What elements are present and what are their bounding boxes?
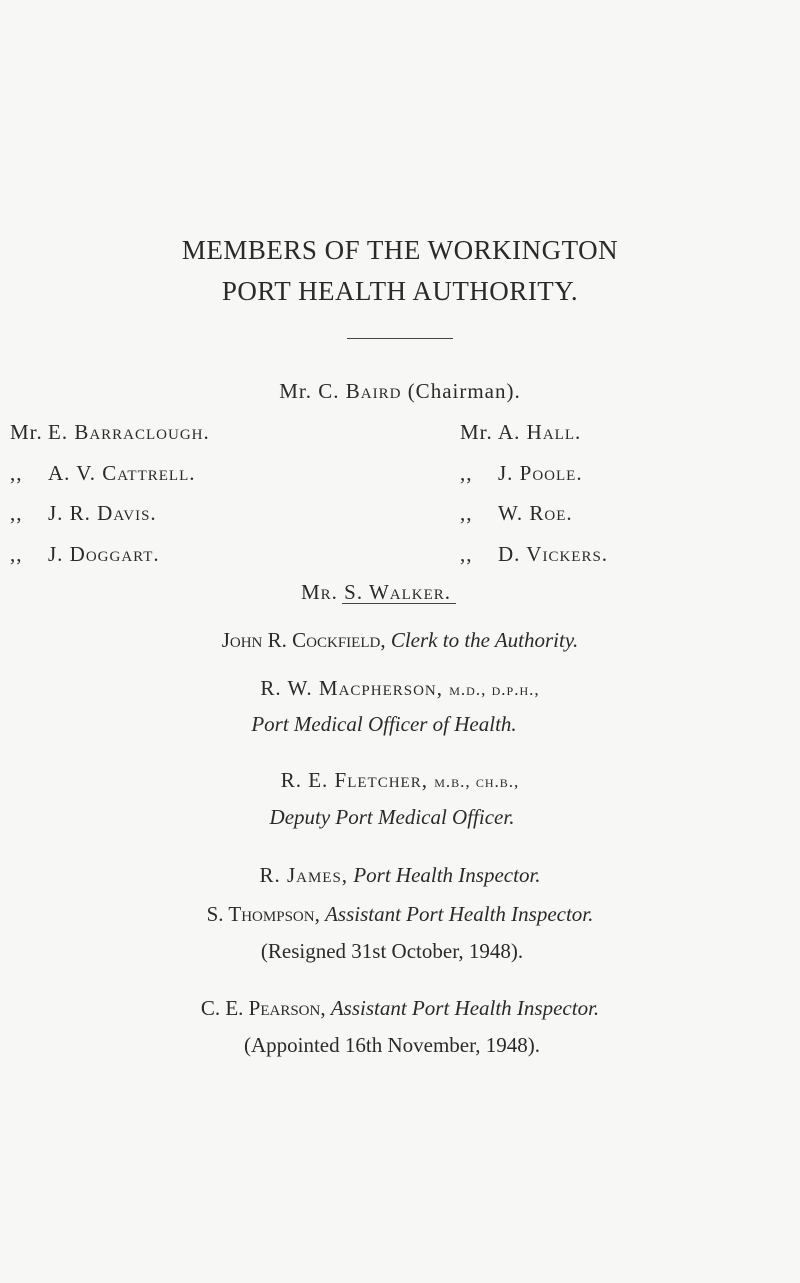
- member-name: J. Poole.: [498, 461, 583, 485]
- member-prefix: ,,: [10, 542, 23, 566]
- member-row: [460, 422, 581, 443]
- member-prefix: ,,: [10, 461, 23, 485]
- medical-officer-line: [0, 678, 800, 699]
- member-name: J. Doggart.: [48, 542, 160, 566]
- member-prefix: ,,: [460, 501, 473, 525]
- inspector-title: Port Health Inspector.: [353, 863, 541, 887]
- assistant-1-name: S. Thompson,: [206, 902, 320, 926]
- inspector-name: R. James,: [259, 863, 349, 887]
- member-prefix: ,,: [460, 461, 473, 485]
- assistant-2-line: [0, 998, 800, 1019]
- assistant-1-title: Assistant Port Health Inspector.: [325, 902, 594, 926]
- divider: [342, 603, 456, 604]
- member-row: [10, 422, 210, 443]
- medical-officer-title: Port Medical Officer of Health.: [251, 712, 517, 736]
- deputy-name: R. E. Fletcher,: [280, 768, 428, 792]
- medical-officer-name: R. W. Macpherson,: [260, 676, 444, 700]
- chairman-prefix: Mr. C.: [279, 379, 340, 403]
- chairman-role: (Chairman).: [407, 379, 521, 403]
- member-name: E. Barraclough.: [48, 420, 210, 444]
- member-name: A. V. Cattrell.: [48, 461, 196, 485]
- member-row: [460, 544, 608, 565]
- clerk-line: [0, 630, 800, 651]
- assistant-2-title: Assistant Port Health Inspector.: [330, 996, 600, 1020]
- document-title-line-1: MEMBERS OF THE WORKINGTON: [181, 235, 619, 265]
- member-name: A. Hall.: [498, 420, 582, 444]
- chairman-name: Baird: [345, 379, 402, 403]
- deputy-title: Deputy Port Medical Officer.: [269, 805, 515, 829]
- assistant-2-name: C. E. Pearson,: [200, 996, 326, 1020]
- member-prefix: Mr.: [460, 420, 493, 444]
- member-prefix: ,,: [10, 501, 23, 525]
- member-row: [460, 503, 573, 524]
- member-prefix: ,,: [460, 542, 473, 566]
- member-row: [10, 503, 157, 524]
- assistant-2-note: (Appointed 16th November, 1948).: [243, 1033, 541, 1057]
- clerk-name: John R. Cockfield,: [221, 628, 386, 652]
- document-title-line-2: PORT HEALTH AUTHORITY.: [221, 276, 579, 306]
- assistant-1-line: [0, 904, 800, 925]
- deputy-line: [0, 770, 800, 791]
- inspector-line: [0, 865, 800, 886]
- member-row: [10, 463, 196, 484]
- member-prefix: Mr.: [10, 420, 43, 444]
- medical-officer-qualifications: m.d., d.p.h.,: [449, 680, 540, 699]
- deputy-qualifications: m.b., ch.b.,: [434, 772, 520, 791]
- member-name: W. Roe.: [498, 501, 573, 525]
- member-row: [460, 463, 583, 484]
- divider: [347, 338, 453, 339]
- clerk-title: Clerk to the Authority.: [390, 628, 579, 652]
- member-name: J. R. Davis.: [48, 501, 157, 525]
- member-row: [10, 544, 160, 565]
- assistant-1-note: (Resigned 31st October, 1948).: [260, 939, 524, 963]
- last-member: Mr. S. Walker.: [300, 580, 452, 604]
- chairman-line: [0, 381, 800, 402]
- member-name: D. Vickers.: [498, 542, 609, 566]
